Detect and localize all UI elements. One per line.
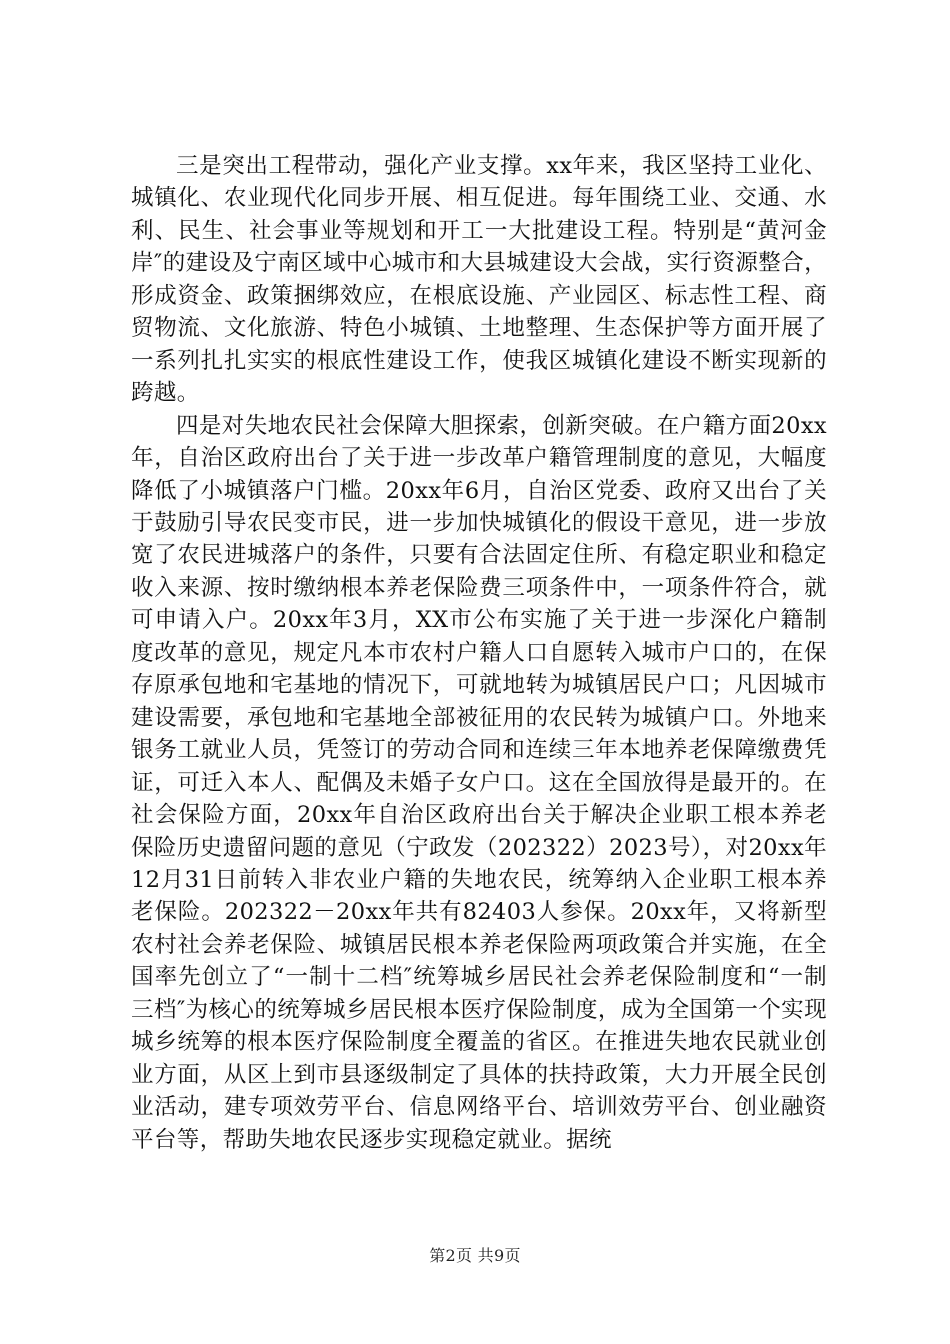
page-footer: 第2页 共9页	[429, 1246, 521, 1265]
document-body	[131, 150, 827, 1156]
paragraph-social-security: 四是对失地农民社会保障大胆探索，创新突破。在户籍方面20xx年，自治区政府出台了关于进一步改革户籍管理制度的意见，大幅度降低了小城镇落户门槛。20xx年6月，自治区党委、政府又出台了关于鼓励引导农民变市民，进一步加快城镇化的假设干意见，进一步放宽了农民进城落户的条件，只要有合法固定住所、有稳定职业和稳定收入来源、按时缴纳根本养老保险费三项条件中，一项条件符合，就可申请入户。20xx年3月，XX市公布实施了关于进一步深化户籍制度改革的意见，规定凡本市农村户籍人口自愿转入城市户口的，在保存原承包地和宅基地的情况下，可就地转为城镇居民户口；凡因城市建设需要，承包地和宅基地全部被征用的农民转为城镇户口。外地来银务工就业人员，凭签订的劳动合同和连续三年本地养老保障缴费凭证，可迁入本人、配偶及未婚子女户口。这在全国放得是最开的。在社会保险方面，20xx年自治区政府出台关于解决企业职工根本养老保险历史遗留问题的意见（宁政发（202322）2023号），对20xx年12月31日前转入非农业户籍的失地农民，统筹纳入企业职工根本养老保险。202322－20xx年共有82403人参保。20xx年，又将新型农村社会养老保险、城镇居民根本养老保险两项政策合并实施，在全国率先创立了“一制十二档″统筹城乡居民社会养老保险制度和“一制三档″为核心的统筹城乡居民根本医疗保险制度，成为全国第一个实现城乡统筹的根本医疗保险制度全覆盖的省区。在推进失地农民就业创业方面，从区上到市县逐级制定了具体的扶持政策，大力开展全民创业活动，建专项效劳平台、信息网络平台、培训效劳平台、创业融资平台等，帮助失地农民逐步实现稳定就业。据统	[131, 412, 828, 1153]
paragraph-engineering-drive: 三是突出工程带动，强化产业支撑。xx年来，我区坚持工业化、城镇化、农业现代化同步开展、相互促进。每年围绕工业、交通、水利、民生、社会事业等规划和开工一大批建设工程。特别是“黄河金岸″的建设及宁南区域中心城市和大县城建设大会战，实行资源整合，形成资金、政策捆绑效应，在根底设施、产业园区、标志性工程、商贸物流、文化旅游、特色小城镇、土地整理、生态保护等方面开展了一系列扎扎实实的根底性建设工作，使我区城镇化建设不断实现新的跨越。	[131, 153, 827, 407]
